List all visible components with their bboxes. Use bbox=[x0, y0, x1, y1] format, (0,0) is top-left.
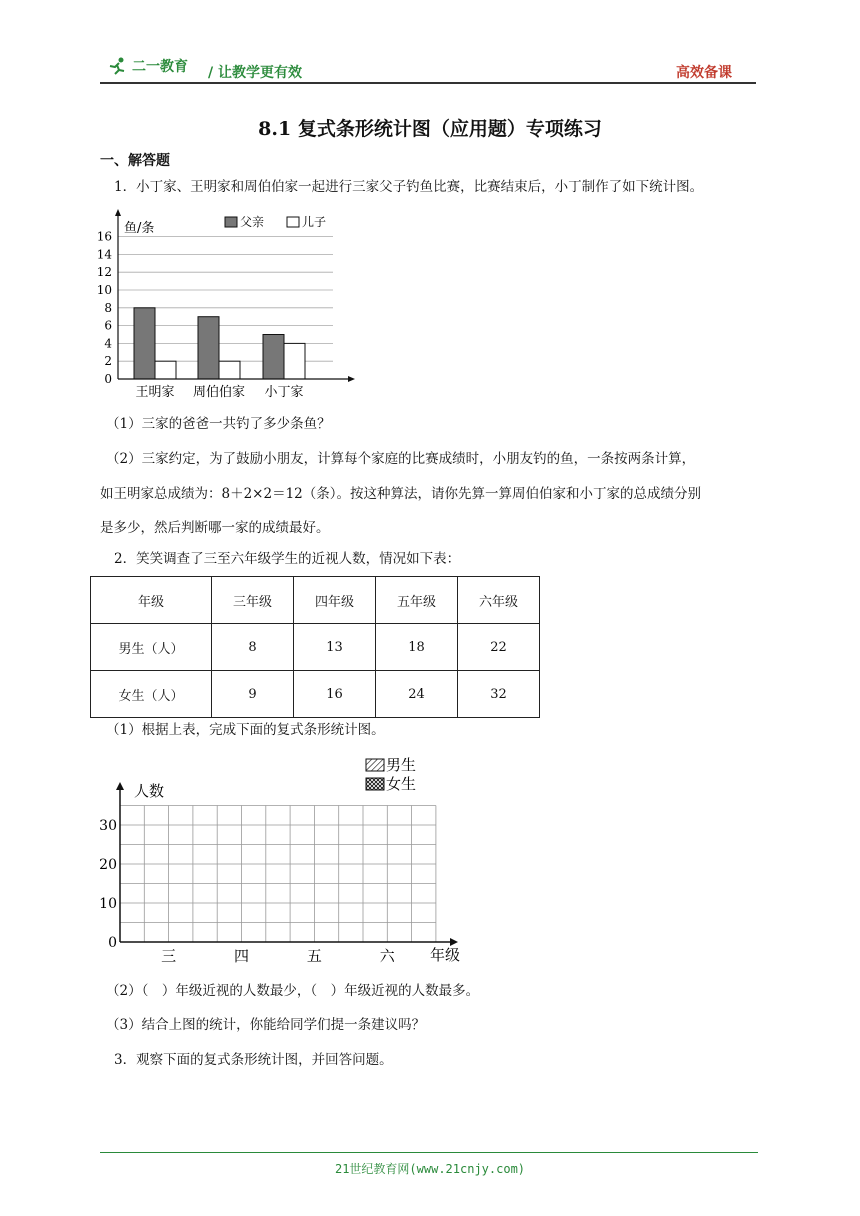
q2-sub1: （1）根据上表，完成下面的复式条形统计图。 bbox=[106, 722, 385, 738]
chart1-x-tick-label: 王明家 bbox=[135, 385, 175, 400]
table-cell: 男生（人） bbox=[91, 624, 212, 671]
bar-son bbox=[155, 361, 176, 379]
chart2-y-tick-label: 30 bbox=[99, 818, 117, 834]
bar-father bbox=[198, 317, 219, 379]
table-cell: 22 bbox=[458, 624, 540, 671]
table-cell: 女生（人） bbox=[91, 671, 212, 718]
table-row bbox=[91, 671, 540, 718]
q1-sub2-line2: 如王明家总成绩为：8＋2×2＝12（条）。按这种算法，请你先算一算周伯伯家和小丁家的总成绩分别 bbox=[100, 486, 702, 502]
chart2-y-tick-label: 10 bbox=[99, 896, 117, 912]
chart2-y-tick-label: 20 bbox=[99, 857, 117, 873]
chart2-y-arrow-icon bbox=[116, 782, 124, 790]
q1-sub2-line3: 是多少，然后判断哪一家的成绩最好。 bbox=[100, 520, 330, 536]
footer-divider bbox=[100, 1152, 758, 1153]
table-cell: 8 bbox=[212, 624, 294, 671]
table-header-cell: 三年级 bbox=[212, 577, 294, 624]
legend-son-label: 儿子 bbox=[302, 215, 327, 229]
chart1-x-arrow-icon bbox=[348, 376, 355, 382]
chart2-x-tick-label: 三 bbox=[161, 947, 177, 965]
table-cell: 18 bbox=[376, 624, 458, 671]
chart2-x-ticks bbox=[161, 947, 396, 965]
legend-boys-label: 男生 bbox=[386, 756, 417, 774]
q2-stem: 2．笑笑调查了三至六年级学生的近视人数，情况如下表： bbox=[114, 551, 461, 567]
legend-girls-label: 女生 bbox=[386, 775, 417, 793]
logo-text: 二一教育 bbox=[132, 59, 188, 75]
chart2-x-tick-label: 五 bbox=[306, 947, 322, 965]
legend-girls-swatch bbox=[366, 778, 384, 790]
chart2-y-ticks bbox=[99, 818, 117, 951]
chart2-grid bbox=[120, 806, 436, 943]
chart1-y-tick-label: 0 bbox=[104, 372, 112, 386]
chart2-y-tick-label: 0 bbox=[108, 935, 117, 951]
header-right-label: 高效备课 bbox=[676, 65, 732, 81]
q1-stem: 1．小丁家、王明家和周伯伯家一起进行三家父子钓鱼比赛，比赛结束后，小丁制作了如下统计图。 bbox=[114, 179, 704, 195]
chart1-ylabel: 鱼/条 bbox=[124, 221, 155, 236]
table-cell: 32 bbox=[458, 671, 540, 718]
table-header-cell: 四年级 bbox=[294, 577, 376, 624]
legend-son-swatch bbox=[287, 217, 299, 227]
chart2-x-arrow-icon bbox=[450, 938, 458, 946]
chart2-x-tick-label: 四 bbox=[233, 947, 250, 965]
table-cell: 16 bbox=[294, 671, 376, 718]
header-slogan: / 让教学更有效 bbox=[208, 65, 302, 81]
chart1-y-tick-label: 4 bbox=[104, 336, 112, 351]
table-header-cell: 五年级 bbox=[376, 577, 458, 624]
table-cell: 9 bbox=[212, 671, 294, 718]
chart1-y-arrow-icon bbox=[115, 209, 121, 216]
section-heading: 一、解答题 bbox=[100, 153, 170, 169]
runner-logo-icon bbox=[106, 57, 128, 75]
chart1-y-ticks bbox=[97, 230, 113, 386]
bar-father bbox=[134, 308, 155, 379]
table-header-row bbox=[91, 577, 540, 624]
bar-father bbox=[263, 335, 284, 380]
table-row bbox=[91, 624, 540, 671]
chart1-x-tick-label: 周伯伯家 bbox=[192, 385, 246, 400]
chart1-y-tick-label: 2 bbox=[104, 354, 112, 369]
chart1-x-ticks bbox=[135, 385, 303, 400]
table-cell: 24 bbox=[376, 671, 458, 718]
fishing-bar-chart bbox=[90, 208, 370, 400]
chart2-xlabel: 年级 bbox=[430, 946, 461, 964]
chart1-y-tick-label: 10 bbox=[96, 283, 112, 297]
chart1-x-tick-label: 小丁家 bbox=[264, 385, 304, 400]
table-cell: 13 bbox=[294, 624, 376, 671]
legend-boys-swatch bbox=[366, 759, 384, 771]
footer-text: 21世纪教育网(www.21cnjy.com) bbox=[334, 1162, 526, 1176]
legend-father-label: 父亲 bbox=[240, 215, 265, 229]
myopia-table bbox=[90, 576, 540, 718]
q1-sub2-line1: （2）三家约定，为了鼓励小朋友，计算每个家庭的比赛成绩时，小朋友钓的鱼，一条按两条计算， bbox=[106, 451, 696, 467]
table-header-cell: 年级 bbox=[91, 577, 212, 624]
chart1-y-tick-label: 6 bbox=[104, 318, 112, 333]
legend-father-swatch bbox=[225, 217, 237, 227]
myopia-blank-chart bbox=[90, 752, 470, 968]
header-logo bbox=[106, 56, 188, 76]
chart2-ylabel: 人数 bbox=[134, 782, 165, 800]
page-title: 8.1 复式条形统计图（应用题）专项练习 bbox=[258, 118, 602, 140]
q2-sub2: （2）（ ）年级近视的人数最少，（ ）年级近视的人数最多。 bbox=[106, 983, 480, 999]
q1-sub1: （1）三家的爸爸一共钓了多少条鱼？ bbox=[106, 416, 331, 432]
chart1-y-tick-label: 16 bbox=[96, 229, 112, 244]
chart1-y-tick-label: 12 bbox=[96, 265, 112, 280]
q2-sub3: （3）结合上图的统计，你能给同学们提一条建议吗？ bbox=[106, 1017, 426, 1033]
table-header-cell: 六年级 bbox=[458, 577, 540, 624]
chart1-y-tick-label: 14 bbox=[96, 247, 112, 262]
chart2-x-tick-label: 六 bbox=[379, 947, 395, 965]
chart1-y-tick-label: 8 bbox=[104, 300, 112, 315]
bar-son bbox=[219, 361, 240, 379]
bar-son bbox=[284, 343, 305, 379]
q3-stem: 3．观察下面的复式条形统计图，并回答问题。 bbox=[114, 1052, 393, 1068]
header-divider bbox=[100, 82, 756, 84]
